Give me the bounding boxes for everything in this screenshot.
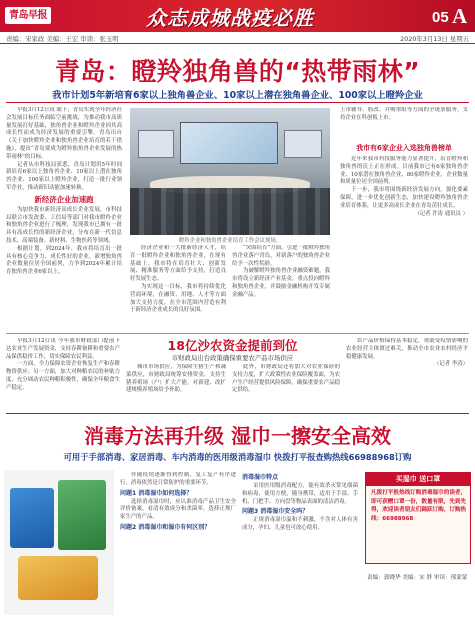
editor-credits: 责编：宋家政 美编：王宏 审读：张玉明 <box>6 35 119 43</box>
byline: （记者 许涛 通讯员 ） <box>414 210 468 217</box>
paragraph: 为加快我市新经济高成长企业发展，市科技局联合市发改委、工信局等部门对我市瞪羚企业和独角兽企业进行了梳理，发现我市已拥有一批具有高成长性的新经济企业，分布在新一代信息技术、高端装备、新材料、生物医药等领域。 <box>6 206 122 244</box>
paragraph: 选择消毒湿巾时，应认准消毒产品卫生安全评价备案，看清有效成分和杀菌率，选择正规厂家生产的产品。 <box>120 498 236 521</box>
section-banner <box>60 0 400 32</box>
issue-date: 2020年3月13日 星期五 <box>400 35 469 43</box>
paragraph: 城市市场供应，为保障生猪生产和蔬菜供应，市财政局统筹安排资金，支持生猪养殖场（户）扩大产能，对新建、改扩建规模养殖场给予补助。 <box>126 364 226 394</box>
product-package <box>10 488 54 548</box>
section-heading: 问题1 消毒湿巾如何选择？ <box>120 489 193 497</box>
product-package <box>58 480 106 550</box>
news-photo <box>130 108 330 235</box>
photo-caption: 瞪羚企业和独角兽企业培育工作会议现场。 <box>178 238 282 244</box>
paragraph: 为破解瞪羚独角兽企业融资难题，我市将设立新经济产业基金，重点投向瞪羚和独角兽企业，并鼓励金融机构开发专属金融产品。 <box>232 268 330 298</box>
info-line <box>0 32 475 44</box>
divider <box>6 413 469 414</box>
byline: （记者 李涛） <box>433 361 468 368</box>
paragraph: 早报3月12日讯 眼下，青岛实现全年经济社会发展目标任务面临空前挑战，为推动我市高质量发展打好基础，独角兽企业和瞪羚企业因其高成长性而成为经济发展的重要引擎。青岛出台《关于加快瞪羚企业和独角兽企业培育的若干措施》，提出“青岛要成为瞪羚独角兽企业发展的热带雨林”的目标。 <box>6 107 122 160</box>
paragraph: 一方面，全力保障农资企业恢复生产和春耕物资供应；另一方面，加大对种粮农民的补贴力度，充分调动农民种粮积极性，确保全年粮食生产稳定。 <box>6 361 120 391</box>
promo-text: 凡拨打平报热线订购消毒湿巾的读者，即可获赠口罩一份，数量有限，先到先得，欢迎读者朋友们踊跃订购，订购热线：66988968 <box>371 490 467 522</box>
photo-screen <box>284 130 322 158</box>
article2-column-1 <box>6 338 120 410</box>
side-heading: 我市有6家企业入选独角兽榜单 <box>356 144 452 152</box>
article2-column-3 <box>232 364 340 410</box>
paragraph: 下一步，我市将围绕新经济发展方向，强化要素保障，进一步优化创新生态，加快建设瞪羚独角兽企业培育体系，让更多高成长企业在青岛茁壮成长。 <box>340 187 468 209</box>
article2-subheadline: 市财政局出台政策确保重要农产品市场供应 <box>171 354 294 362</box>
article1-column-2 <box>130 245 226 332</box>
article2-headline: 18亿沙农资金提前到位 <box>167 338 298 353</box>
article1-column-1 <box>6 107 122 332</box>
paragraph: 记者从市科技局获悉，青岛计划用5年时间新培育6家以上独角兽企业、10家以上潜在独角兽企业、100家以上瞪羚企业，打造一批行业领军企业，推动新旧动能加速转换。 <box>6 161 122 191</box>
logo-text: 青岛早报 <box>9 10 47 21</box>
main-subheadline: 我市计划5年新培育6家以上独角兽企业、10家以上潜在独角兽企业、100家以上瞪羚企业 <box>52 90 423 101</box>
paragraph: 经济企业和一大批新经济人才，培育一批瞪羚企业和独角兽企业，在现有基础上，我市将在培育壮大、创新发展、精准服务等方面给予支持，打造良好发展生态。 <box>130 245 226 283</box>
ad-subheadline: 可用于手部消毒、家居消毒、车内消毒的医用级消毒湿巾 快拨打平报查购热线66988968订购 <box>63 452 412 462</box>
paragraph: 根据计划，到2024年，我市将培育出一批具有核心竞争力、成长性好的企业，新增独角兽企业数量位居全国前列，力争到2024年累计培育独角兽企业6家以上。 <box>6 245 122 276</box>
masthead <box>0 0 475 32</box>
ad-headline: 消毒方法再升级 湿巾一擦安全高效 <box>84 424 391 448</box>
paragraph: 近年来我市科技服务能力显著提升，培育瞪羚和独角兽的沃土正在形成。目前我市已有6家独角兽企业、10家潜在独角兽企业、80家瞪羚企业，企业数量和质量位居全国前列。 <box>340 156 468 186</box>
product-package <box>18 556 98 600</box>
divider <box>6 333 469 334</box>
article1-column-5 <box>340 156 468 326</box>
photo-screen <box>180 122 278 164</box>
promo-title: 买湿巾 送口罩 <box>366 473 470 486</box>
paragraph: 上市辅导、股改、并购重组等方面的全链条服务，支持企业在科创板上市。 <box>340 107 468 121</box>
page-number: 05 <box>432 9 449 26</box>
paragraph: 正规消毒湿巾温和不刺激，不含对人体有害成分，孕妇、儿童也可放心使用。 <box>242 517 358 532</box>
paragraph: 采用医用级消毒配方，能有效杀灭常见细菌和病毒，使用方便，随身携带，适用于手部、手机、门把手、方向盘等物品表面的清洁消毒。 <box>242 483 358 505</box>
paragraph: 早报3月12日讯 今年我市财政部门提前下达农业生产发展资金，支持春耕备耕和重要农产品保供稳价工作，切实保障农民利益。 <box>6 338 120 360</box>
promo-box <box>365 472 471 564</box>
page-section-letter: A <box>452 4 468 28</box>
photo-people <box>130 188 330 235</box>
paragraph: 为实现这一目标，我市将持续优化营商环境，在融资、用地、人才等方面加大支持力度，在全市范围内营造有利于新经济企业成长的良好氛围。 <box>130 283 226 314</box>
paragraph: 农产品价格保持基本稳定，帮助受疫情影响的农业经营主体渡过难关，推动全市农业农村经济平稳健康发展。 <box>346 338 468 360</box>
section-heading: 消毒湿巾特点 <box>242 474 279 481</box>
photo-screen <box>138 130 174 158</box>
section-heading: 问题3 消毒湿巾安全吗？ <box>242 508 309 516</box>
section-heading: 问题2 消毒湿巾和湿巾有何区别？ <box>120 523 211 531</box>
paragraph: 伴随疫情逐渐得到控制，复工复产有序进行，消毒依然是日常防护的重要环节。 <box>120 472 236 486</box>
ad-column-1 <box>120 472 236 617</box>
main-headline: 青岛：瞪羚独角兽的“热带雨林” <box>54 57 421 86</box>
section-heading: 新经济企业加速跑 <box>34 194 94 204</box>
paragraph: “突围培育”方面，引进一批瞪羚独角兽企业落户青岛，对新落户的独角兽企业给予一次性奖励。 <box>232 245 330 267</box>
product-image <box>4 470 114 615</box>
ad-editor-credits: 责编：郭晓华 美编：宋 胖 审读：邢蒙蒙 <box>367 575 468 581</box>
newspaper-logo <box>5 7 51 24</box>
article2-column-4 <box>346 338 468 410</box>
paragraph: 此外，市财政局还将加大对农业保险的支持力度，扩大政策性农业保险覆盖面，为农户生产经营提供风险保障，确保重要农产品稳定供给。 <box>232 364 340 394</box>
article1-column-3 <box>232 245 330 332</box>
ad-column-2 <box>242 472 358 617</box>
banner-title: 众志成城战疫必胜 <box>146 5 314 30</box>
divider <box>6 102 469 103</box>
article2-column-2 <box>126 364 226 410</box>
article1-column-4 <box>340 107 468 142</box>
